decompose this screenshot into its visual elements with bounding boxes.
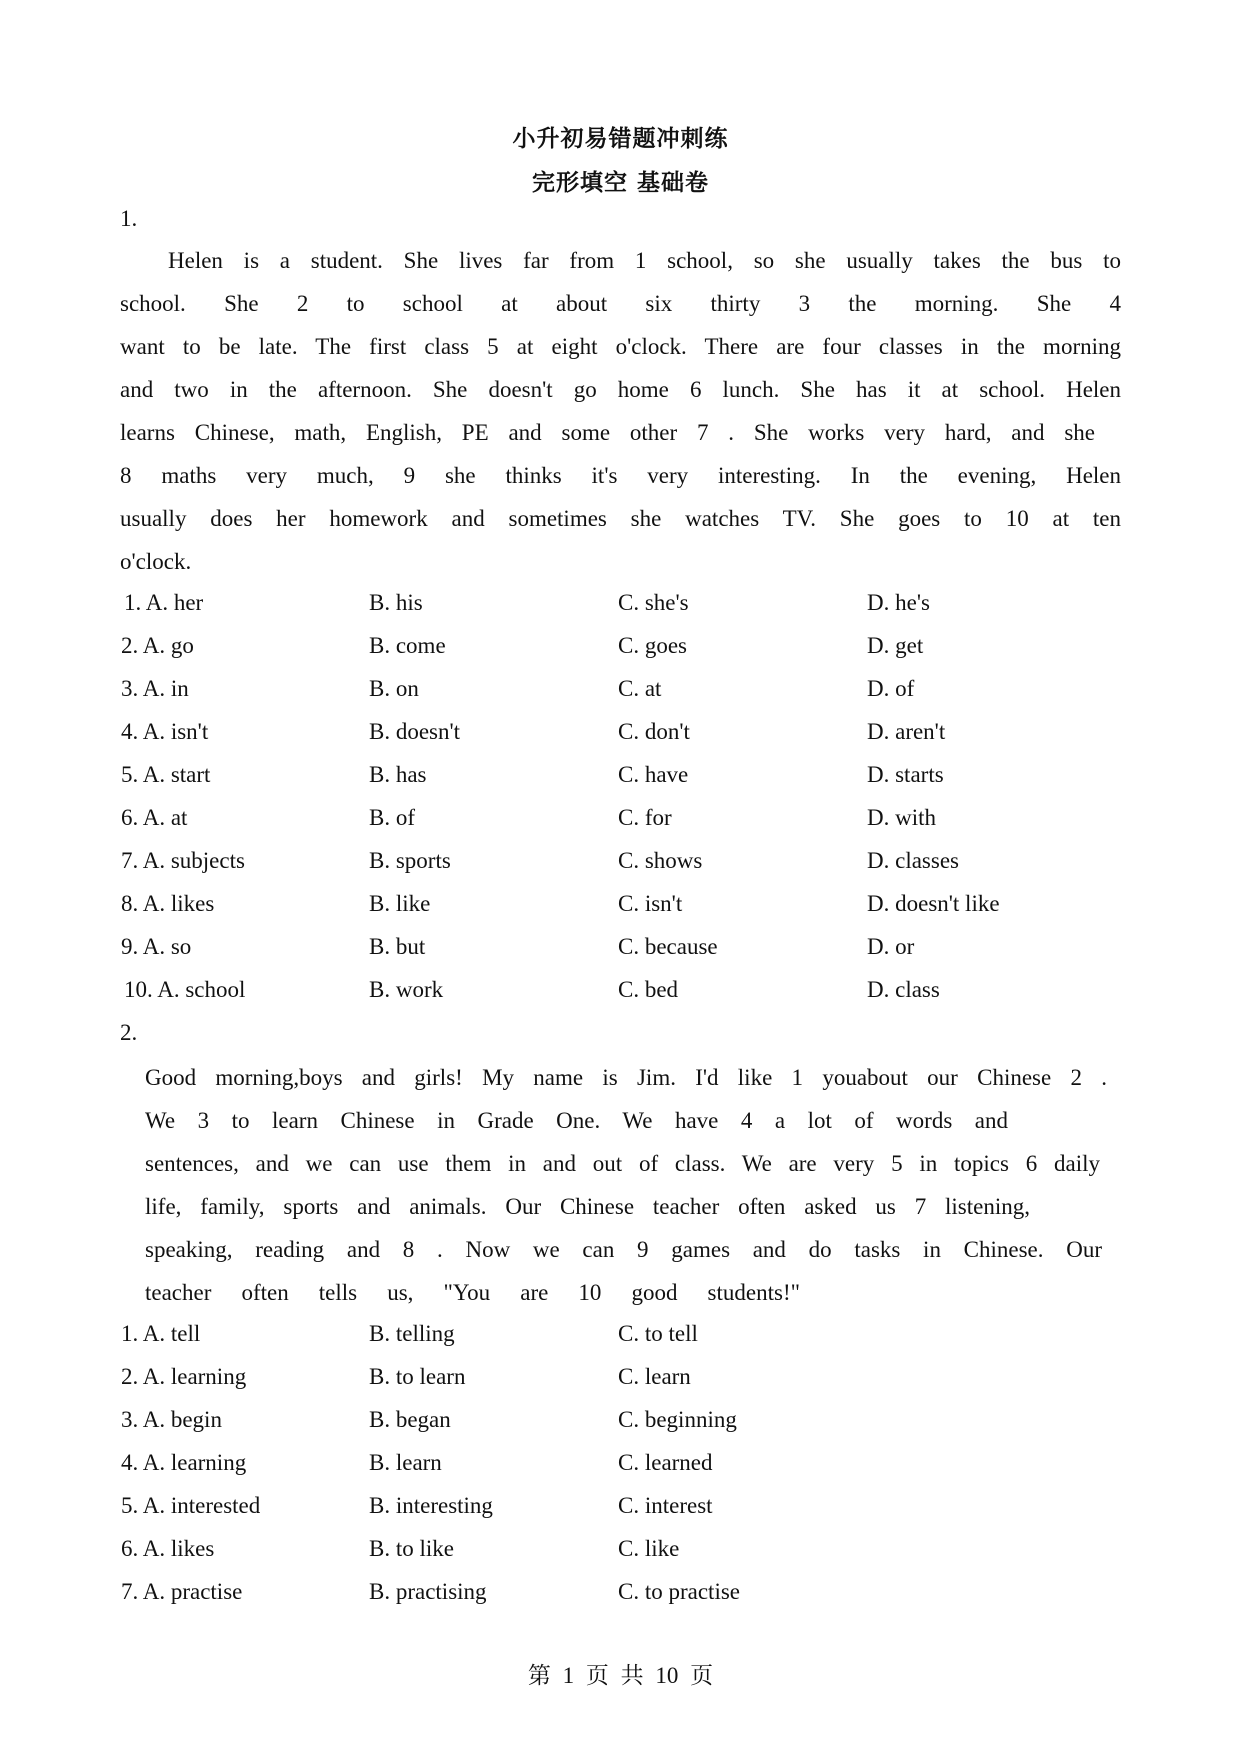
document-subtitle: 完形填空 基础卷 [531, 170, 709, 196]
option-c[interactable]: C. bed [618, 977, 679, 1002]
passage-line: Good morning,boys and girls! My name is Jim. I'd like 1 youabout our Chinese 2 . [145, 1065, 1107, 1090]
option-d[interactable]: D. of [867, 676, 915, 701]
option-d[interactable]: D. class [867, 977, 940, 1002]
option-b[interactable]: B. to like [369, 1536, 454, 1561]
question-number: 1. [120, 206, 138, 231]
option-b[interactable]: B. of [369, 805, 415, 830]
passage-line: speaking, reading and 8 . Now we can 9 games and do tasks in Chinese. Our [145, 1237, 1102, 1262]
passage-line: school. She 2 to school at about six thirty 3 the morning. She 4 [120, 291, 1121, 316]
option-a[interactable]: 2. A. go [121, 633, 194, 658]
option-b[interactable]: B. learn [369, 1450, 442, 1475]
option-b[interactable]: B. practising [369, 1579, 487, 1604]
option-d[interactable]: D. classes [867, 848, 959, 873]
option-a[interactable]: 10. A. school [124, 977, 246, 1002]
option-b[interactable]: B. sports [369, 848, 451, 873]
page-footer: 第 1 页 共 10 页 [527, 1663, 714, 1688]
option-c[interactable]: C. at [618, 676, 662, 701]
option-b[interactable]: B. interesting [369, 1493, 493, 1518]
option-c[interactable]: C. isn't [618, 891, 683, 916]
option-b[interactable]: B. work [369, 977, 444, 1002]
option-a[interactable]: 1. A. tell [121, 1321, 201, 1346]
option-a[interactable]: 5. A. start [121, 762, 211, 787]
option-c[interactable]: C. beginning [618, 1407, 737, 1432]
option-b[interactable]: B. doesn't [369, 719, 461, 744]
option-d[interactable]: D. get [867, 633, 924, 658]
option-c[interactable]: C. she's [618, 590, 689, 615]
option-d[interactable]: D. doesn't like [867, 891, 1000, 916]
passage-line: o'clock. [120, 549, 192, 574]
passage-line: learns Chinese, math, English, PE and some other 7 . She works very hard, and she [120, 420, 1095, 445]
option-a[interactable]: 4. A. isn't [121, 719, 209, 744]
option-a[interactable]: 7. A. practise [121, 1579, 243, 1604]
question-number: 2. [120, 1020, 138, 1045]
option-c[interactable]: C. interest [618, 1493, 713, 1518]
passage-line: teacher often tells us, "You are 10 good students!" [145, 1280, 800, 1305]
option-a[interactable]: 4. A. learning [121, 1450, 247, 1475]
option-a[interactable]: 1. A. her [124, 590, 204, 615]
option-c[interactable]: C. for [618, 805, 672, 830]
option-b[interactable]: B. like [369, 891, 431, 916]
option-b[interactable]: B. his [369, 590, 423, 615]
option-d[interactable]: D. aren't [867, 719, 946, 744]
option-c[interactable]: C. like [618, 1536, 680, 1561]
option-b[interactable]: B. but [369, 934, 426, 959]
option-c[interactable]: C. to practise [618, 1579, 740, 1604]
option-d[interactable]: D. with [867, 805, 936, 830]
option-a[interactable]: 9. A. so [121, 934, 192, 959]
option-c[interactable]: C. because [618, 934, 718, 959]
option-a[interactable]: 3. A. begin [121, 1407, 222, 1432]
document-title: 小升初易错题冲刺练 [512, 126, 729, 152]
option-c[interactable]: C. learn [618, 1364, 691, 1389]
option-b[interactable]: B. began [369, 1407, 451, 1432]
option-b[interactable]: B. to learn [369, 1364, 466, 1389]
option-a[interactable]: 7. A. subjects [121, 848, 245, 873]
passage-line: 8 maths very much, 9 she thinks it's very interesting. In the evening, Helen [120, 463, 1121, 488]
passage-line: life, family, sports and animals. Our Chinese teacher often asked us 7 listening, [145, 1194, 1030, 1219]
option-d[interactable]: D. he's [867, 590, 930, 615]
option-a[interactable]: 3. A. in [121, 676, 189, 701]
option-b[interactable]: B. telling [369, 1321, 455, 1346]
option-c[interactable]: C. don't [618, 719, 690, 744]
passage-line: and two in the afternoon. She doesn't go home 6 lunch. She has it at school. Helen [120, 377, 1121, 402]
option-d[interactable]: D. or [867, 934, 915, 959]
passage-line: We 3 to learn Chinese in Grade One. We have 4 a lot of words and [145, 1108, 1008, 1133]
option-b[interactable]: B. come [369, 633, 446, 658]
option-c[interactable]: C. learned [618, 1450, 713, 1475]
option-c[interactable]: C. shows [618, 848, 703, 873]
option-b[interactable]: B. on [369, 676, 419, 701]
option-b[interactable]: B. has [369, 762, 427, 787]
option-a[interactable]: 6. A. at [121, 805, 188, 830]
option-c[interactable]: C. goes [618, 633, 687, 658]
option-a[interactable]: 8. A. likes [121, 891, 215, 916]
passage-line: want to be late. The first class 5 at eight o'clock. There are four classes in the morning [120, 334, 1121, 359]
option-c[interactable]: C. to tell [618, 1321, 698, 1346]
option-c[interactable]: C. have [618, 762, 689, 787]
option-a[interactable]: 5. A. interested [121, 1493, 261, 1518]
option-a[interactable]: 2. A. learning [121, 1364, 247, 1389]
passage-line: usually does her homework and sometimes she watches TV. She goes to 10 at ten [120, 506, 1121, 531]
passage-line: sentences, and we can use them in and out of class. We are very 5 in topics 6 daily [145, 1151, 1100, 1176]
option-a[interactable]: 6. A. likes [121, 1536, 215, 1561]
passage-line: Helen is a student. She lives far from 1 school, so she usually takes the bus to [168, 248, 1121, 273]
option-d[interactable]: D. starts [867, 762, 944, 787]
